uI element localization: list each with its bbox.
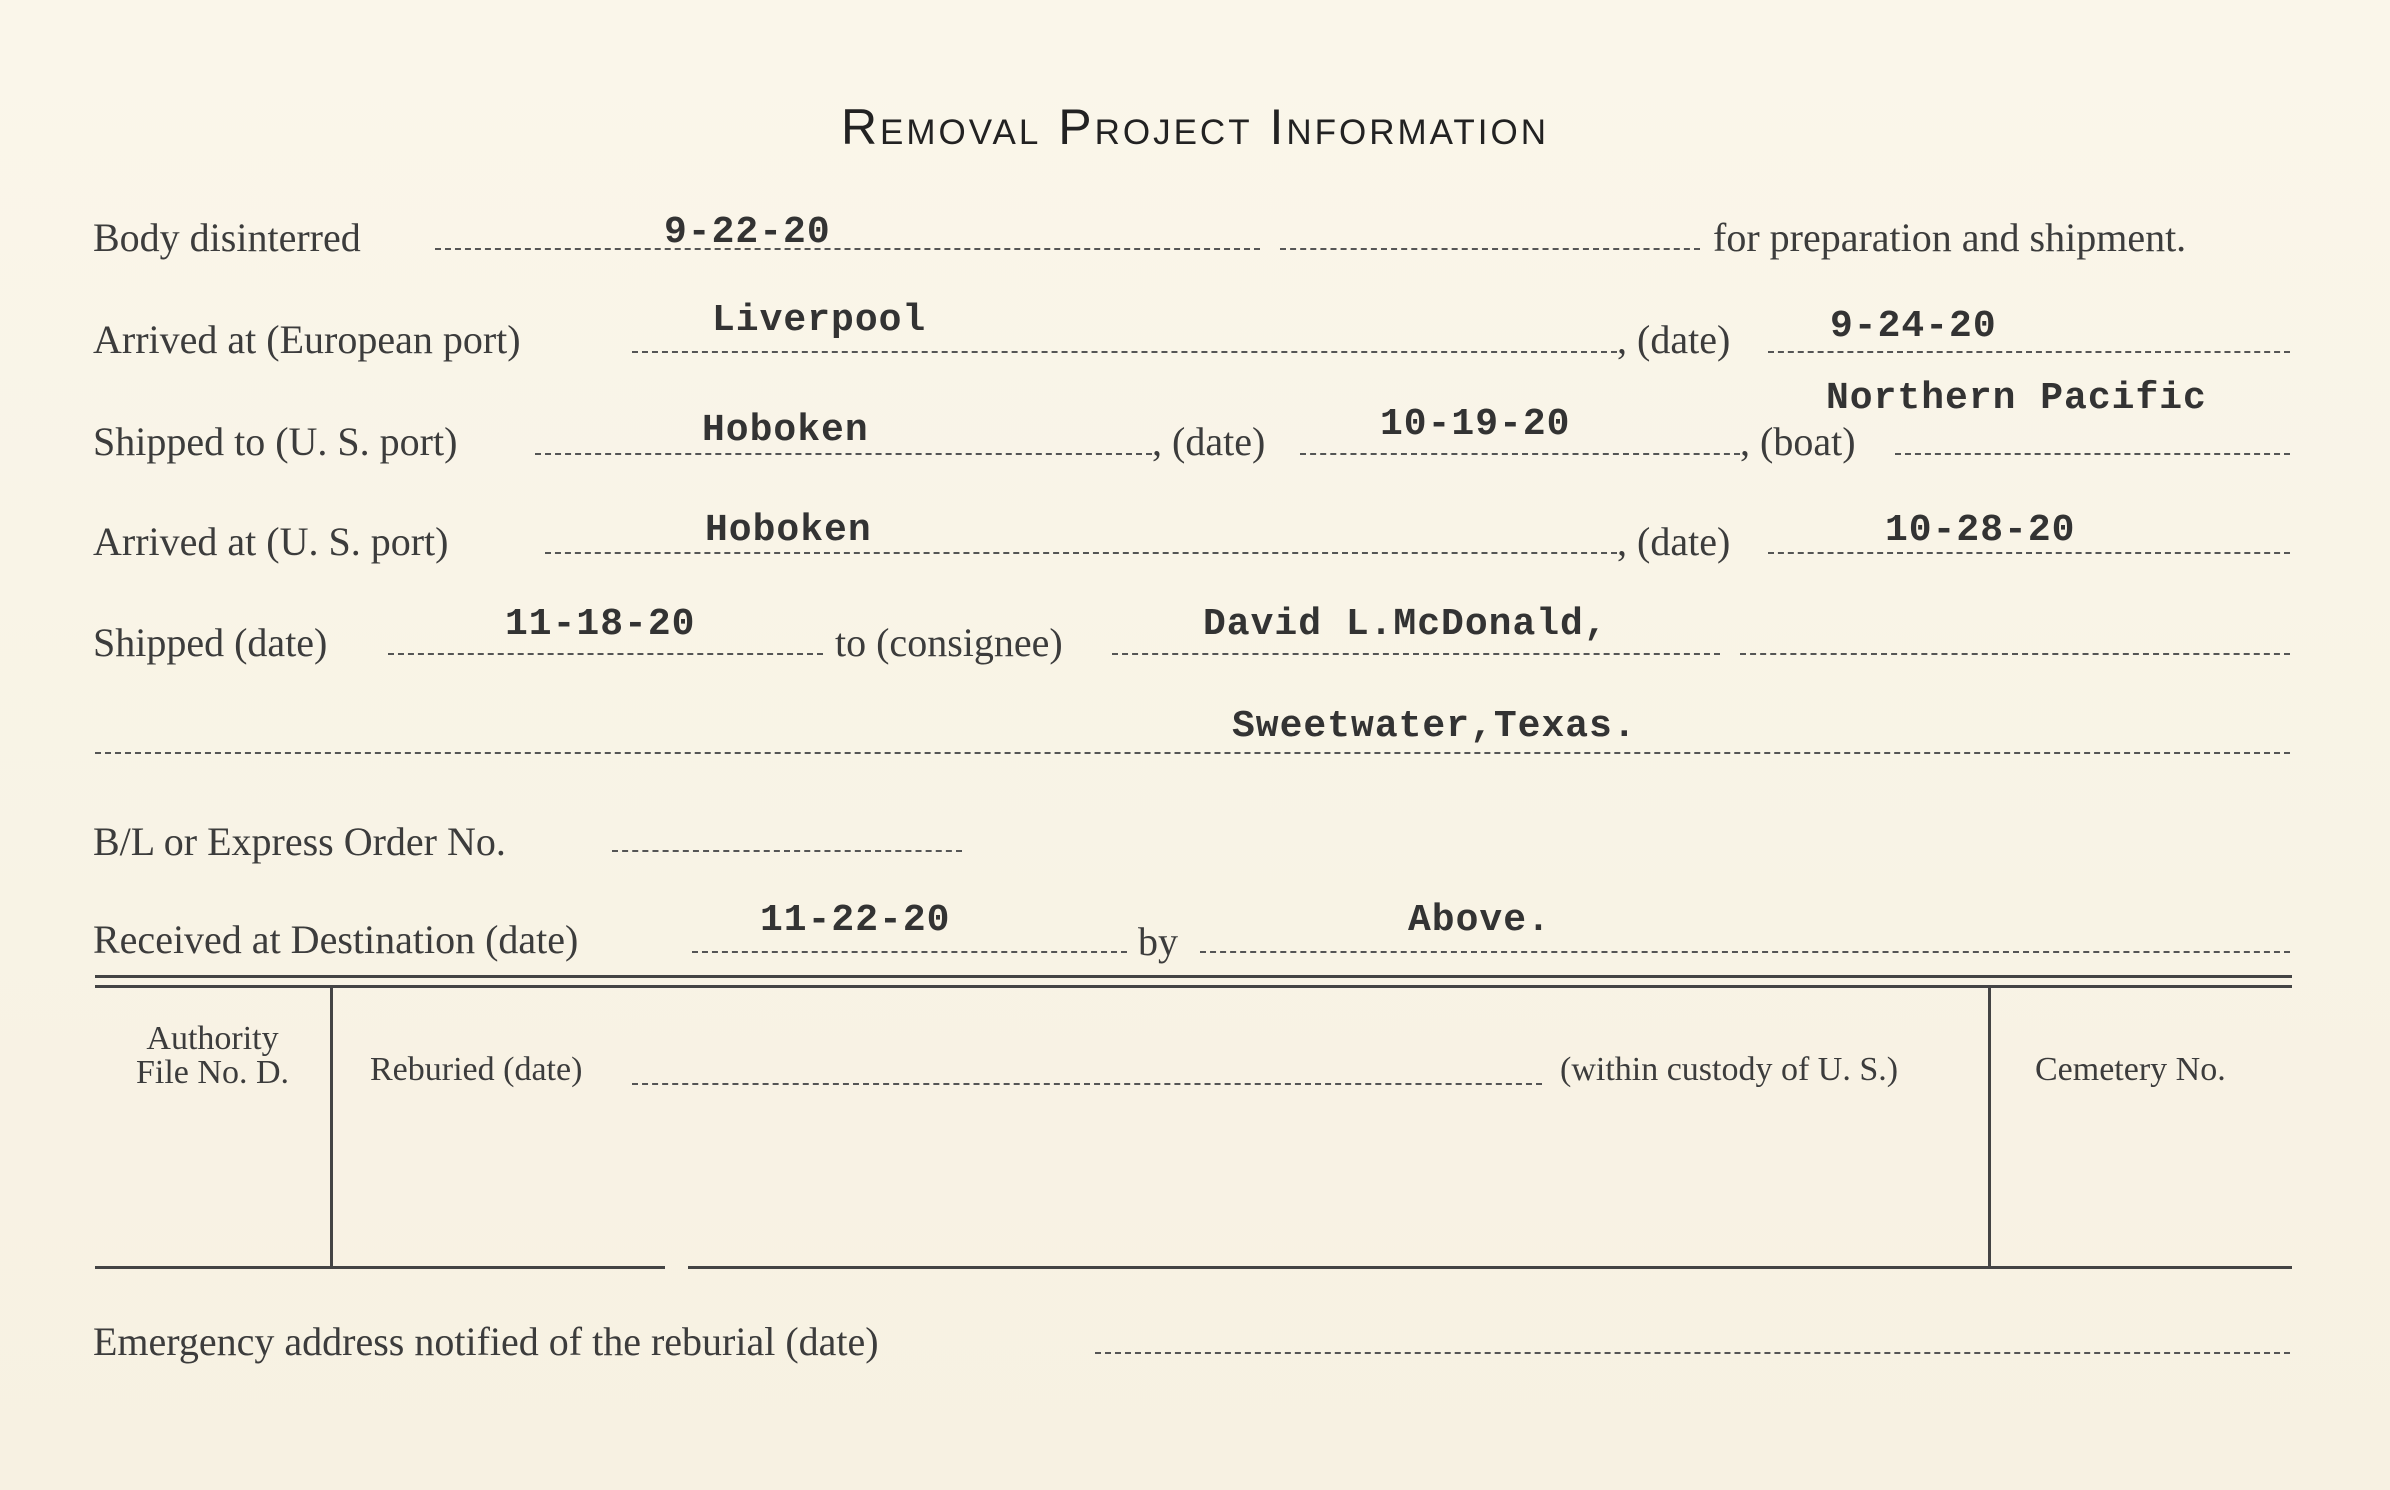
- arrived-european-port-line: [632, 351, 1617, 353]
- body-disinterred-line: [435, 248, 1260, 250]
- authority-label-2: File No. D.: [136, 1054, 289, 1091]
- consignee-name: David L.McDonald,: [1203, 603, 1608, 646]
- reburied-label: Reburied (date): [370, 1051, 583, 1088]
- shipped-date-label: , (date): [1152, 419, 1266, 464]
- bl-express-order-label: B/L or Express Order No.: [93, 819, 506, 864]
- consignee-label: to (consignee): [835, 620, 1063, 665]
- body-disinterred-label: Body disinterred: [93, 215, 361, 260]
- boat-label: , (boat): [1740, 419, 1856, 464]
- consignee-address: Sweetwater,Texas.: [1232, 705, 1637, 748]
- table-top-rule-2: [95, 985, 2292, 988]
- shipped-date-line-2: [388, 653, 823, 655]
- received-date-line: [692, 951, 1127, 953]
- arrived-us-port-value: Hoboken: [705, 509, 872, 552]
- page-title: Removal Project Information: [840, 99, 1550, 155]
- european-date-label: , (date): [1617, 317, 1731, 362]
- table-divider-left: [330, 988, 333, 1266]
- table-bottom-rule-1: [95, 1266, 665, 1269]
- arrived-us-port-line: [545, 552, 1617, 554]
- arrived-us-date-label: , (date): [1617, 519, 1731, 564]
- authority-label-1: Authority: [146, 1020, 279, 1057]
- cemetery-number-label: Cemetery No.: [2035, 1051, 2226, 1088]
- shipped-us-port-label: Shipped to (U. S. port): [93, 419, 458, 464]
- table-top-rule: [95, 975, 2292, 978]
- european-port-value: Liverpool: [712, 299, 927, 342]
- consignee-line-2: [1740, 653, 2290, 655]
- shipped-us-port-line: [535, 453, 1152, 455]
- custody-label: (within custody of U. S.): [1560, 1051, 1899, 1088]
- shipped-us-date: 10-19-20: [1380, 403, 1571, 446]
- consignee-line: [1112, 653, 1720, 655]
- boat-name: Northern Pacific: [1826, 377, 2207, 420]
- table-bottom-rule-2: [688, 1266, 2292, 1269]
- by-label: by: [1138, 919, 1178, 964]
- address-line: [95, 752, 2290, 754]
- arrived-us-port-label: Arrived at (U. S. port): [93, 519, 449, 564]
- emergency-address-label: Emergency address notified of the reburial (date): [93, 1319, 879, 1364]
- boat-line: [1895, 453, 2290, 455]
- shipped-date-line: [1300, 453, 1740, 455]
- by-line: [1200, 951, 2290, 953]
- shipped-date: 11-18-20: [505, 603, 696, 646]
- table-divider-right: [1988, 988, 1991, 1266]
- shipped-label: Shipped (date): [93, 620, 328, 665]
- arrived-european-port-label: Arrived at (European port): [93, 317, 521, 362]
- body-disinterred-line-2: [1280, 248, 1700, 250]
- received-date: 11-22-20: [760, 899, 951, 942]
- received-destination-label: Received at Destination (date): [93, 917, 579, 962]
- bl-express-order-line: [612, 850, 962, 852]
- european-date-line: [1768, 351, 2290, 353]
- emergency-date-line: [1095, 1352, 2290, 1354]
- preparation-shipment-label: for preparation and shipment.: [1713, 215, 2187, 260]
- arrived-us-date-line: [1768, 552, 2290, 554]
- body-disinterred-date: 9-22-20: [664, 211, 831, 254]
- reburied-line: [632, 1083, 1542, 1085]
- received-by: Above.: [1408, 899, 1551, 942]
- arrived-us-date: 10-28-20: [1885, 509, 2076, 552]
- european-arrival-date: 9-24-20: [1830, 305, 1997, 348]
- shipped-us-port-value: Hoboken: [702, 409, 869, 452]
